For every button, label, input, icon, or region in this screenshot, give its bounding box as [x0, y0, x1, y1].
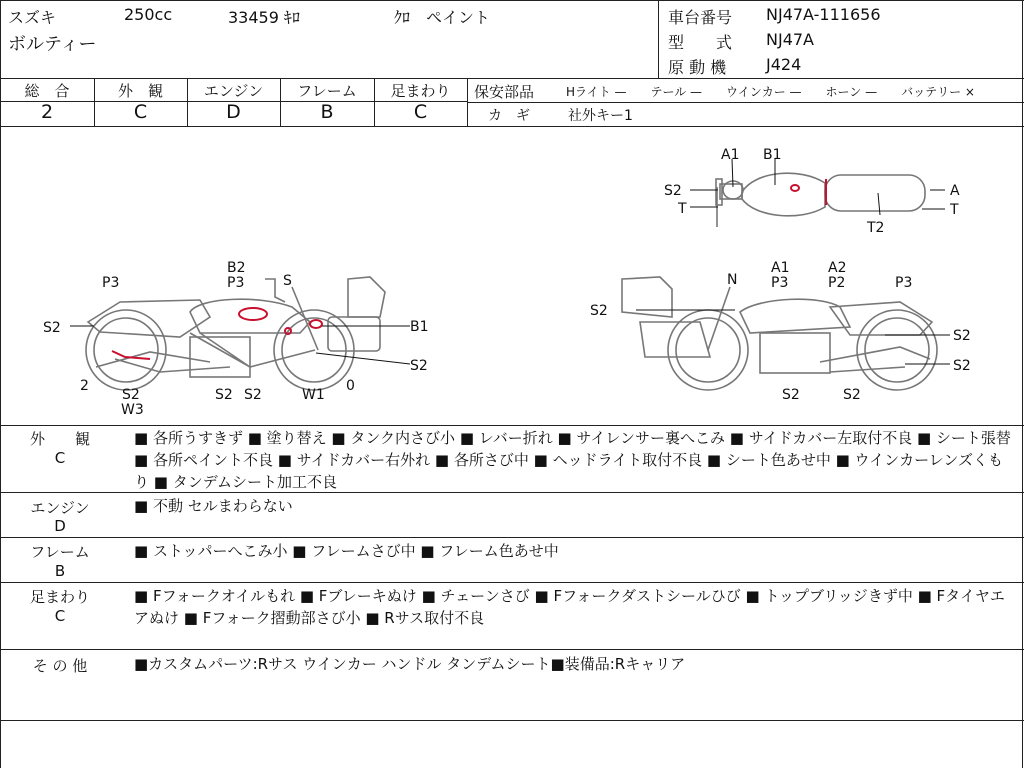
diagram-label-left-4: S2: [43, 320, 61, 336]
engine-label: 原 動 機: [668, 58, 727, 77]
diagram-label-right-9: S2: [782, 387, 800, 403]
grade-total-value: 2: [40, 101, 54, 123]
diagram-label-left-7: 2: [80, 378, 89, 394]
grade-suspension-value: C: [413, 101, 428, 123]
notes-line-3: [0, 582, 1024, 583]
diagram-label-right-4: P2: [828, 275, 846, 291]
diagram-label-top-0: A1: [721, 147, 740, 163]
diagram-bottom-line: [0, 425, 1024, 426]
diagram-label-right-5: P3: [895, 275, 913, 291]
safety-mid-line: [467, 102, 1024, 103]
note-engine-grade: D: [54, 517, 66, 535]
diagram-label-top-4: A: [950, 183, 960, 199]
engine-value: J424: [766, 55, 802, 74]
safety-label: 保安部品: [474, 83, 535, 101]
damage-diagram: [0, 127, 1024, 425]
diagram-label-right-7: S2: [953, 328, 971, 344]
diagram-label-top-3: T: [678, 201, 687, 217]
diagram-label-top-5: T: [950, 202, 959, 218]
note-exterior-grade: C: [54, 449, 66, 467]
mileage: 33459 ｷﾛ: [228, 8, 300, 27]
diagram-label-left-8: S2: [122, 387, 140, 403]
diagram-label-left-1: B2: [227, 260, 246, 276]
header-bottom-line: [0, 78, 1024, 79]
note-frame-label: フレーム: [30, 543, 90, 561]
right-side-bike: [622, 277, 937, 390]
safety-items: Hライト — テール — ウインカー — ホーン — バッテリー ×: [566, 85, 975, 99]
note-exterior-text: ■ 各所うすきず ■ 塗り替え ■ タンク内さび小 ■ レバー折れ ■ サイレンサー裏へこみ ■ サイドカバー左取付不良 ■ シート張替 ■ 各所ペイント不良 ■ サイドカバー右外れ ■ 各所さび中 ■ ヘッドライト取付不良 ■ シート色あせ中 ■ ウインカーレンズくもり ■ タンデムシート加工不良: [134, 429, 1011, 491]
type-value: NJ47A: [766, 30, 814, 49]
notes-line-5: [0, 720, 1024, 721]
top-view-bike: [716, 173, 925, 227]
note-frame-grade: B: [54, 562, 66, 580]
note-other-text: ■カスタムパーツ:Rサス ウインカー ハンドル タンデムシート■装備品:Rキャリア: [134, 655, 686, 673]
grade-suspension-label: 足まわり: [390, 82, 451, 100]
header-divider: [658, 0, 659, 78]
diagram-label-left-10: S2: [215, 387, 233, 403]
note-exterior-label: 外 観: [29, 430, 90, 448]
grade-total-label: 総 合: [24, 82, 70, 100]
model-name: ボルティー: [8, 34, 97, 55]
border-top: [0, 0, 1024, 1]
grade-frame-value: B: [320, 101, 334, 123]
left-side-bike: [86, 277, 385, 390]
chassis-value: NJ47A-111656: [766, 5, 881, 24]
diagram-label-right-1: A1: [771, 260, 790, 276]
color: ｸﾛ ペイント: [394, 8, 491, 27]
diagram-label-right-6: S2: [590, 303, 608, 319]
diagram-label-right-3: A2: [828, 260, 847, 276]
grade-engine-value: D: [226, 101, 241, 123]
notes-line-2: [0, 537, 1024, 538]
notes-line-4: [0, 649, 1024, 650]
maker: スズキ: [8, 8, 57, 27]
diagram-label-top-6: T2: [867, 220, 885, 236]
diagram-label-left-9: W3: [121, 402, 144, 418]
note-engine-text: ■ 不動 セルまわらない: [134, 497, 293, 515]
diagram-label-top-2: S2: [664, 183, 682, 199]
diagram-label-right-0: N: [727, 272, 738, 288]
type-label: 型 式: [668, 33, 733, 52]
note-suspension-text: ■ Fフォークオイルもれ ■ Fブレーキぬけ ■ チェーンさび ■ Fフォークダストシールひび ■ トップブリッジきず中 ■ Fタイヤエアぬけ ■ Fフォーク摺動部さび小 ■ Rサス取付不良: [134, 587, 1005, 627]
note-other-label: そ の 他: [32, 657, 88, 675]
diagram-label-left-11: S2: [244, 387, 262, 403]
diagram-label-left-6: S2: [410, 358, 428, 374]
note-suspension-label: 足まわり: [29, 588, 90, 606]
diagram-label-right-8: S2: [953, 358, 971, 374]
key-value: 社外キー1: [568, 108, 633, 124]
key-label: カ ギ: [488, 108, 530, 124]
diagram-label-right-10: S2: [843, 387, 861, 403]
diagram-label-right-2: P3: [771, 275, 789, 291]
diagram-label-left-3: P3: [227, 275, 245, 291]
grade-exterior-label: 外 観: [117, 82, 163, 100]
diagram-label-left-2: S: [283, 273, 292, 289]
note-suspension-grade: C: [54, 607, 66, 625]
displacement: 250cc: [124, 5, 173, 24]
diagram-label-left-13: 0: [346, 378, 355, 394]
note-frame-text: ■ ストッパーへこみ小 ■ フレームさび中 ■ フレーム色あせ中: [134, 542, 559, 560]
diagram-label-left-0: P3: [102, 275, 120, 291]
left-side-labels: [43, 260, 429, 418]
grade-frame-label: フレーム: [297, 82, 357, 100]
chassis-label: 車台番号: [668, 8, 733, 27]
diagram-label-top-1: B1: [763, 147, 782, 163]
diagram-label-left-12: W1: [302, 387, 325, 403]
grade-engine-label: エンジン: [203, 82, 264, 100]
diagram-label-left-5: B1: [410, 319, 429, 335]
top-view-labels: [664, 147, 960, 236]
note-engine-label: エンジン: [30, 499, 90, 517]
grade-exterior-value: C: [133, 101, 148, 123]
